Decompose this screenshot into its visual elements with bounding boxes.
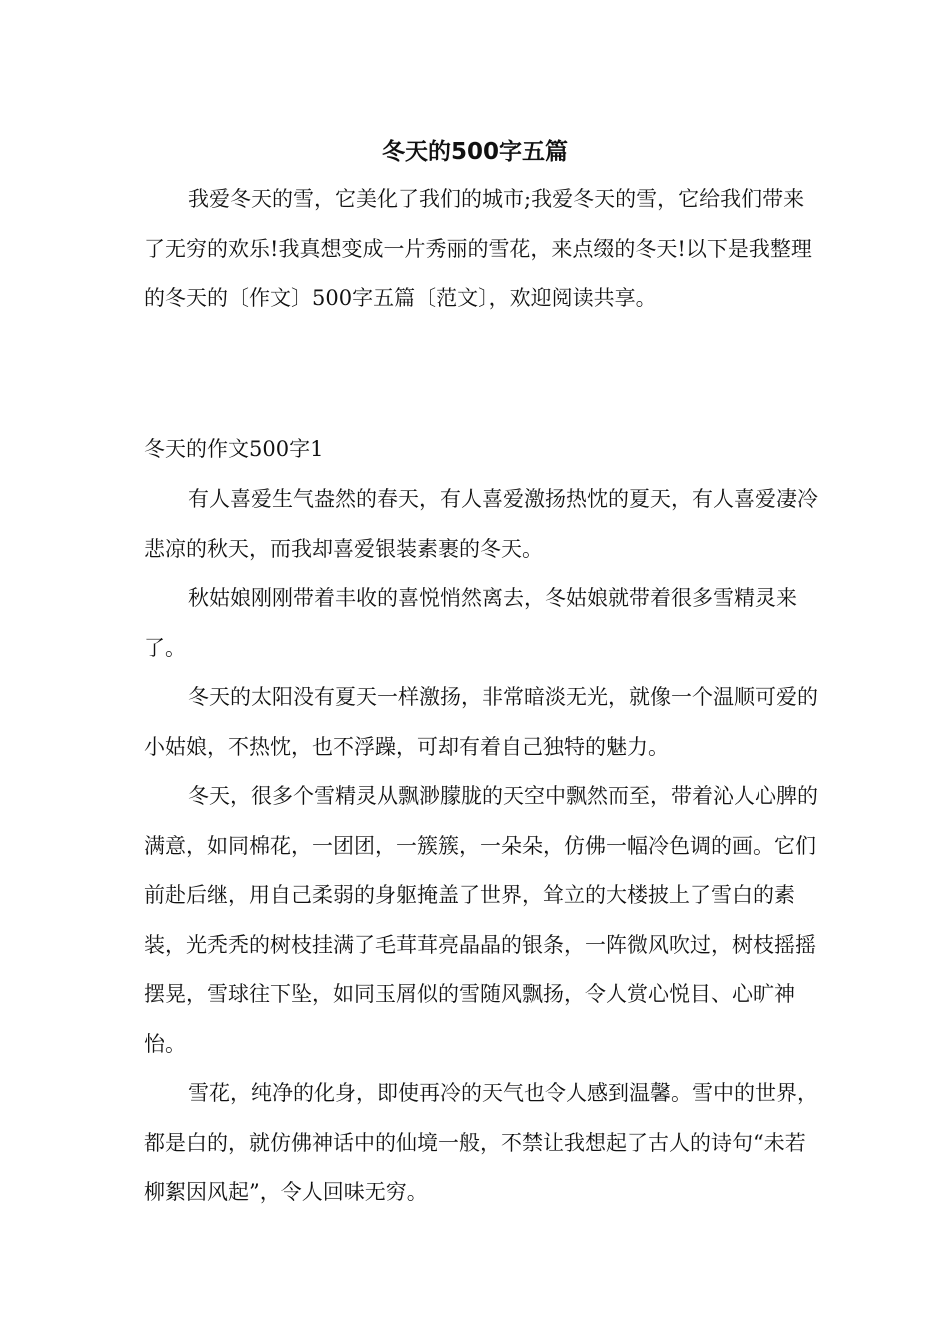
body-paragraph: 冬天的太阳没有夏天一样激扬，非常暗淡无光，就像一个温顺可爱的小姑娘，不热忱，也不浮躁，可却有着自己独特的魅力。 <box>144 685 818 759</box>
intro-paragraph: 我爱冬天的雪，它美化了我们的城市;我爱冬天的雪，它给我们带来了无穷的欢乐!我真想变成一片秀丽的雪花，来点缀的冬天!以下是我整理的冬天的〔作文〕500字五篇〔范文〕，欢迎阅读共享。 <box>144 187 812 310</box>
body-paragraph: 冬天，很多个雪精灵从飘渺朦胧的天空中飘然而至，带着沁人心脾的满意，如同棉花，一团团，一簇簇，一朵朵，仿佛一幅冷色调的画。它们前赴后继，用自己柔弱的身躯掩盖了世界，耸立的大楼披上了雪白的素装，光秃秃的树枝挂满了毛茸茸亮晶晶的银条，一阵微风吹过，树枝摇摇摆晃，雪球往下坠，如同玉屑似的雪随风飘扬，令人赏心悦目、心旷神怡。 <box>144 784 818 1056</box>
body-paragraph: 雪花，纯净的化身，即使再冷的天气也令人感到温馨。雪中的世界，都是白的，就仿佛神话中的仙境一般，不禁让我想起了古人的诗句“未若柳絮因风起”，令人回味无穷。 <box>144 1081 818 1204</box>
section-heading: 冬天的作文500字1 <box>144 437 324 461</box>
body-paragraph: 有人喜爱生气盎然的春天，有人喜爱激扬热忱的夏天，有人喜爱凄冷悲凉的秋天，而我却喜爱银装素裹的冬天。 <box>144 487 818 561</box>
document-title: 冬天的500字五篇 <box>381 139 568 165</box>
body-paragraph: 秋姑娘刚刚带着丰收的喜悦悄然离去，冬姑娘就带着很多雪精灵来了。 <box>144 586 797 660</box>
